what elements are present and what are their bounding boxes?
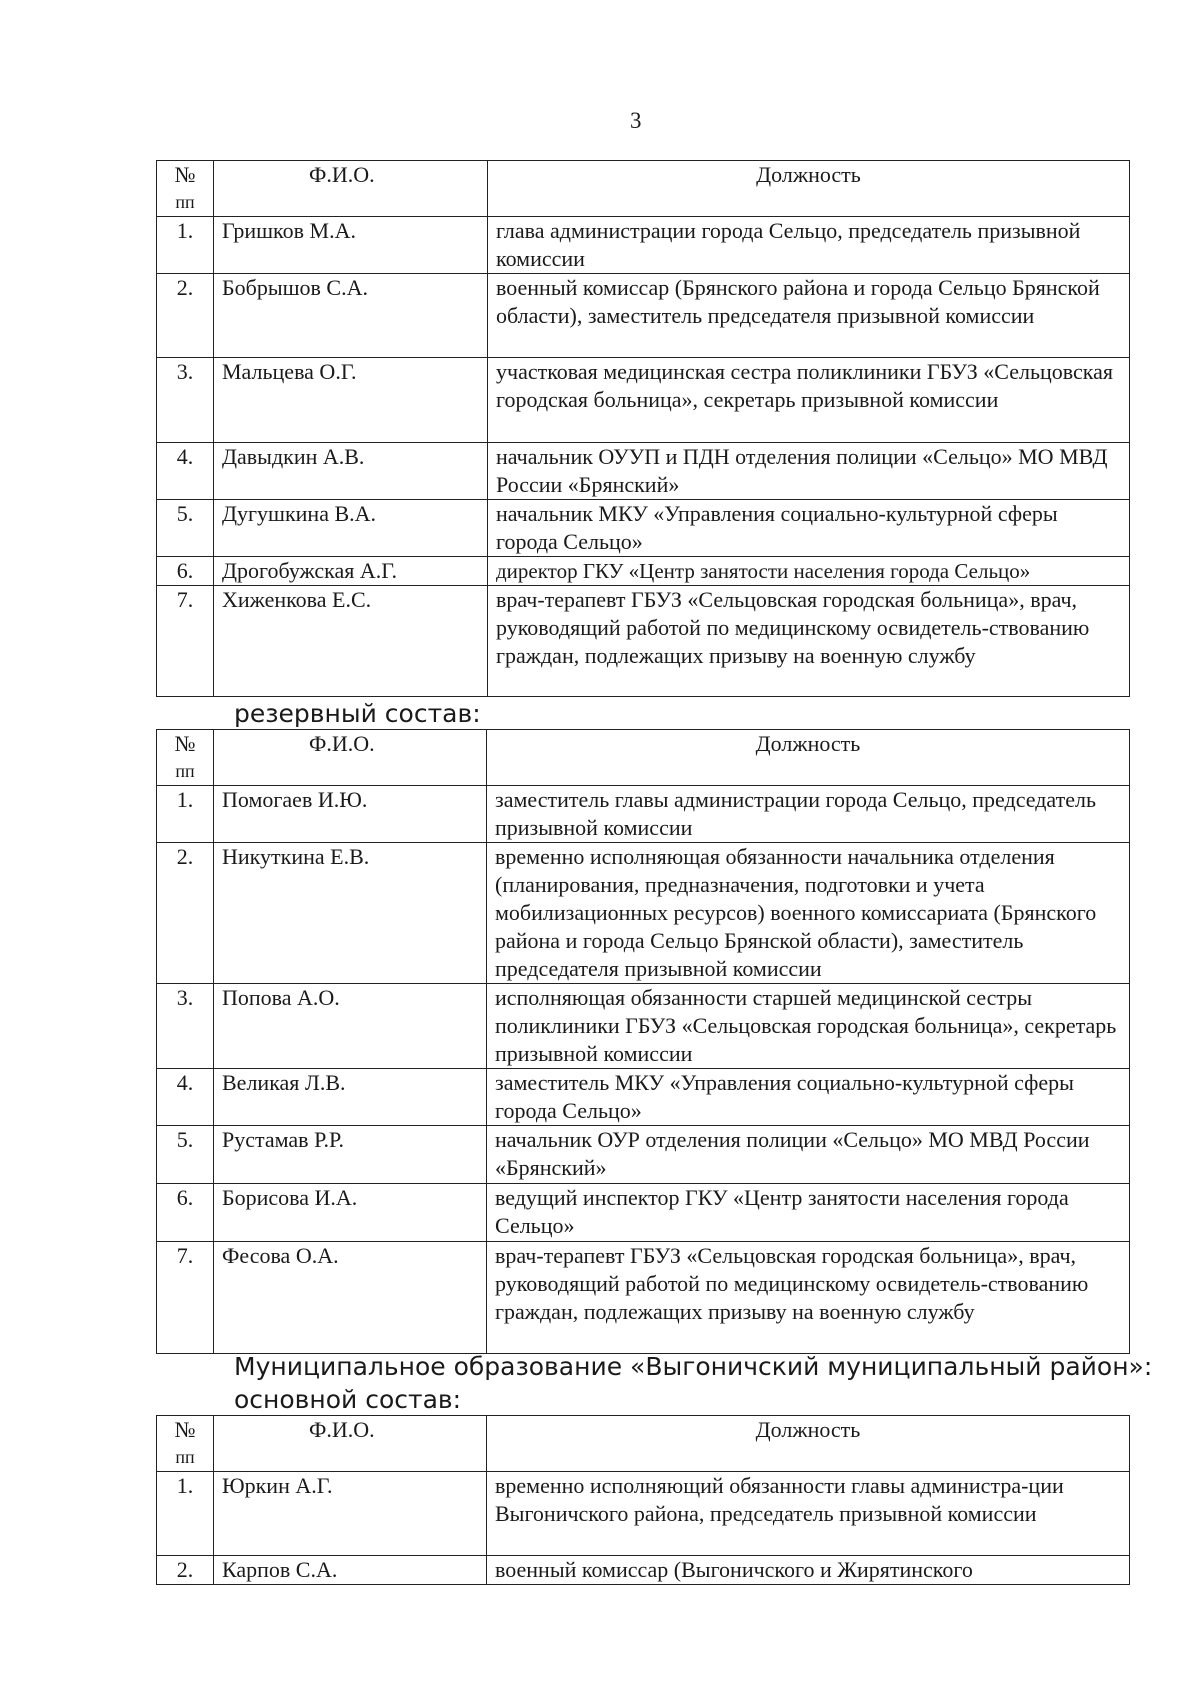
row-name: Дрогобужская А.Г. xyxy=(214,557,488,586)
row-number: 3. xyxy=(157,358,214,443)
table-header-row xyxy=(157,1416,1130,1472)
table-row xyxy=(157,1184,1130,1242)
header-number xyxy=(157,730,214,786)
row-position: врач-терапевт ГБУЗ «Сельцовская городская больница», врач, руководящий работой по медицинскому освидетель-ствованию граждан, подлежащих призыву на военную службу xyxy=(488,586,1130,697)
table-header-row xyxy=(157,730,1130,786)
row-name: Попова А.О. xyxy=(214,984,487,1069)
table-row xyxy=(157,843,1130,984)
row-number: 1. xyxy=(157,217,214,274)
commission-table-reserve xyxy=(156,729,1130,1354)
table-row xyxy=(157,786,1130,843)
table-row xyxy=(157,443,1130,500)
row-name: Рустамав Р.Р. xyxy=(214,1126,487,1184)
table-row xyxy=(157,1556,1130,1585)
row-name: Карпов С.А. xyxy=(214,1556,487,1585)
table-row xyxy=(157,1242,1130,1354)
row-number: 6. xyxy=(157,1184,214,1242)
row-position: временно исполняющий обязанности главы администра-ции Выгоничского района, председатель призывной комиссии xyxy=(487,1472,1130,1556)
commission-table-vygonichi xyxy=(156,1415,1130,1585)
table-row xyxy=(157,217,1130,274)
row-position: военный комиссар (Брянского района и города Сельцо Брянской области), заместитель председателя призывной комиссии xyxy=(488,274,1130,358)
table-row xyxy=(157,1472,1130,1556)
row-name: Никуткина Е.В. xyxy=(214,843,487,984)
commission-table-main xyxy=(156,160,1130,697)
reserve-heading: резервный состав: xyxy=(234,699,481,728)
table-row xyxy=(157,1126,1130,1184)
header-fio: Ф.И.О. xyxy=(214,1416,487,1472)
row-number: 2. xyxy=(157,274,214,358)
row-name: Мальцева О.Г. xyxy=(214,358,488,443)
table-header-row xyxy=(157,161,1130,217)
row-number: 5. xyxy=(157,500,214,557)
row-position: временно исполняющая обязанности начальника отделения (планирования, предназначения, подготовки и учета мобилизационных ресурсов) военного комиссариата (Брянского района и города Сельцо Брянской области), заместитель председателя призывной комиссии xyxy=(487,843,1130,984)
row-number: 7. xyxy=(157,1242,214,1354)
header-number xyxy=(157,161,214,217)
row-number: 4. xyxy=(157,443,214,500)
table-row xyxy=(157,500,1130,557)
row-position: директор ГКУ «Центр занятости населения города Сельцо» xyxy=(488,557,1130,586)
table-row xyxy=(157,358,1130,443)
header-number-sign: № xyxy=(174,1417,196,1442)
row-number: 2. xyxy=(157,1556,214,1585)
row-position: заместитель МКУ «Управления социально-культурной сферы города Сельцо» xyxy=(487,1069,1130,1126)
row-position: военный комиссар (Выгоничского и Жирятинского xyxy=(487,1556,1130,1585)
table-row xyxy=(157,586,1130,697)
header-fio: Ф.И.О. xyxy=(214,730,487,786)
row-position: начальник ОУУП и ПДН отделения полиции «Сельцо» МО МВД России «Брянский» xyxy=(488,443,1130,500)
table-row xyxy=(157,984,1130,1069)
row-number: 1. xyxy=(157,786,214,843)
row-number: 7. xyxy=(157,586,214,697)
row-number: 6. xyxy=(157,557,214,586)
row-number: 4. xyxy=(157,1069,214,1126)
page-number: 3 xyxy=(630,108,642,133)
row-name: Гришков М.А. xyxy=(214,217,488,274)
row-position: врач-терапевт ГБУЗ «Сельцовская городская больница», врач, руководящий работой по медицинскому освидетель-ствованию граждан, подлежащих призыву на военную службу xyxy=(487,1242,1130,1354)
row-number: 3. xyxy=(157,984,214,1069)
header-number xyxy=(157,1416,214,1472)
row-position: начальник ОУР отделения полиции «Сельцо» МО МВД России «Брянский» xyxy=(487,1126,1130,1184)
row-position: ведущий инспектор ГКУ «Центр занятости населения города Сельцо» xyxy=(487,1184,1130,1242)
table-row xyxy=(157,1069,1130,1126)
row-position: заместитель главы администрации города Сельцо, председатель призывной комиссии xyxy=(487,786,1130,843)
row-name: Юркин А.Г. xyxy=(214,1472,487,1556)
row-position: глава администрации города Сельцо, председатель призывной комиссии xyxy=(488,217,1130,274)
row-name: Бобрышов С.А. xyxy=(214,274,488,358)
row-name: Великая Л.В. xyxy=(214,1069,487,1126)
row-number: 1. xyxy=(157,1472,214,1556)
header-fio: Ф.И.О. xyxy=(214,161,488,217)
header-number-abbr: пп xyxy=(175,761,195,781)
row-name: Фесова О.А. xyxy=(214,1242,487,1354)
header-number-sign: № xyxy=(174,731,196,756)
main-composition-heading: основной состав: xyxy=(234,1385,462,1414)
municipality-heading: Муниципальное образование «Выгоничский муниципальный район»: xyxy=(234,1352,1153,1381)
header-position: Должность xyxy=(487,730,1130,786)
row-number: 2. xyxy=(157,843,214,984)
table-row xyxy=(157,274,1130,358)
header-number-abbr: пп xyxy=(175,1447,195,1467)
header-position: Должность xyxy=(488,161,1130,217)
row-number: 5. xyxy=(157,1126,214,1184)
header-position: Должность xyxy=(487,1416,1130,1472)
row-position: участковая медицинская сестра поликлиники ГБУЗ «Сельцовская городская больница», секретарь призывной комиссии xyxy=(488,358,1130,443)
row-name: Помогаев И.Ю. xyxy=(214,786,487,843)
header-number-sign: № xyxy=(174,162,196,187)
row-name: Дугушкина В.А. xyxy=(214,500,488,557)
header-number-abbr: пп xyxy=(175,192,195,212)
row-position: исполняющая обязанности старшей медицинской сестры поликлиники ГБУЗ «Сельцовская городская больница», секретарь призывной комиссии xyxy=(487,984,1130,1069)
row-name: Давыдкин А.В. xyxy=(214,443,488,500)
row-name: Борисова И.А. xyxy=(214,1184,487,1242)
row-name: Хиженкова Е.С. xyxy=(214,586,488,697)
table-row xyxy=(157,557,1130,586)
row-position: начальник МКУ «Управления социально-культурной сферы города Сельцо» xyxy=(488,500,1130,557)
